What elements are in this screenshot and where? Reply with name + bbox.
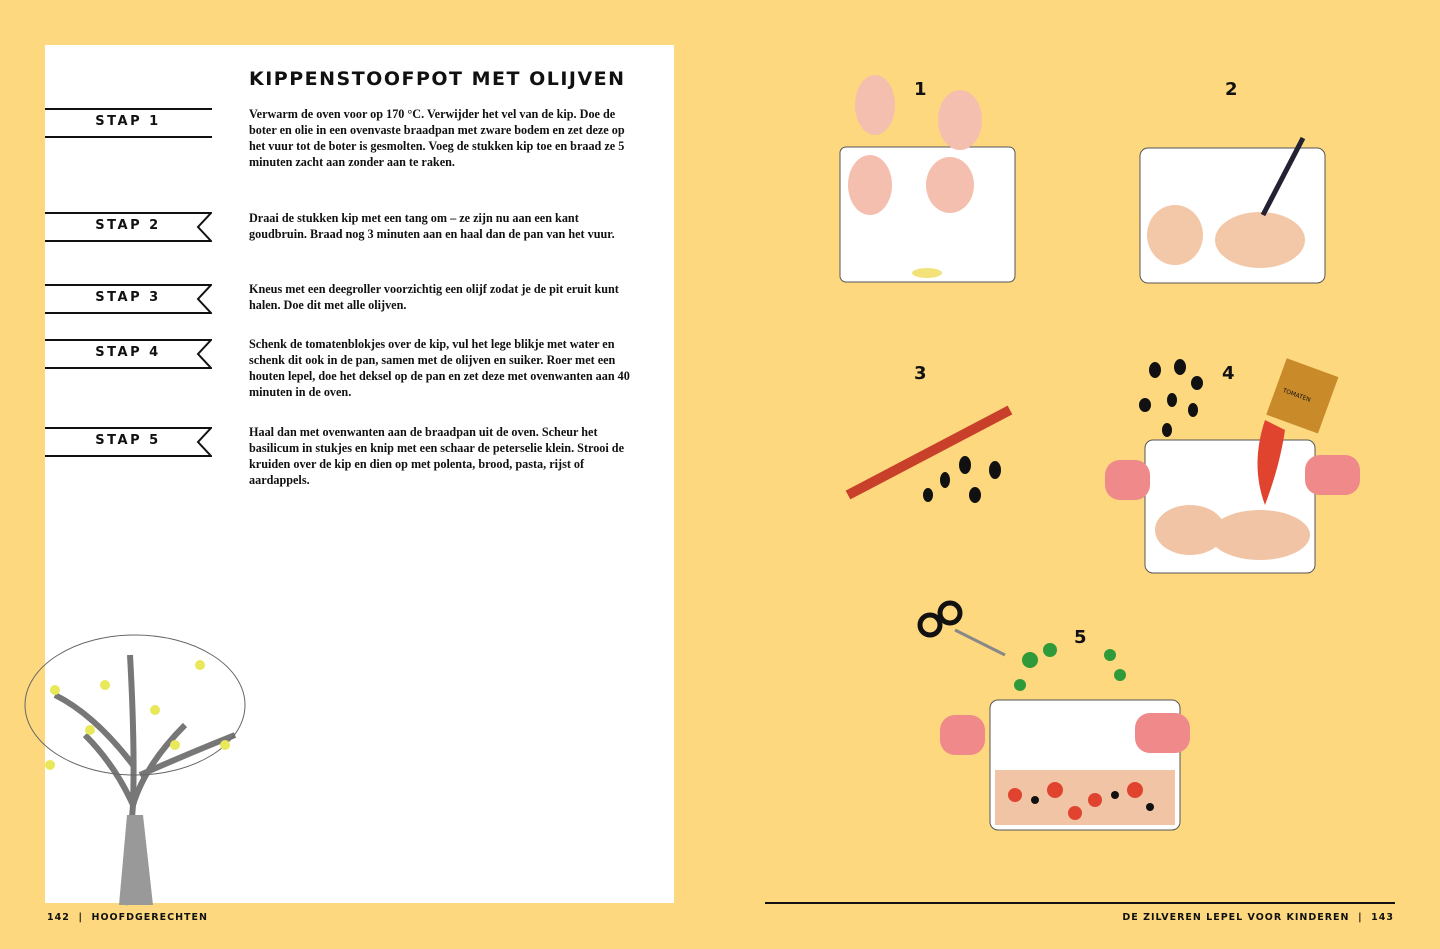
- illustration-number-4: 4: [1222, 363, 1235, 384]
- olive-tree-illustration: [15, 615, 265, 910]
- recipe-title: KIPPENSTOOFPOT MET OLIJVEN: [249, 68, 626, 90]
- illustration-number-1: 1: [914, 79, 927, 100]
- illustration-number-5: 5: [1074, 627, 1087, 648]
- step-text-2: Draai de stukken kip met een tang om – ze zijn nu aan een kant goudbruin. Braad nog 3 minuten aan en haal dan de pan van het vuur.: [249, 211, 615, 241]
- step-text-5: Haal dan met ovenwanten aan de braadpan uit de oven. Scheur het basilicum in stukjes en knip met een schaar de peterselie klein. Strooi de kruiden over de kip en dien op met polenta, brood, pasta, rijst of aardappels.: [249, 425, 624, 487]
- step-2-illustration: [1115, 130, 1355, 290]
- step-label: STAP 2: [95, 218, 161, 233]
- step-label: STAP 5: [95, 433, 161, 448]
- step-text-4: Schenk de tomatenblokjes over de kip, vul het lege blikje met water en schenk dit ook in de pan, samen met de olijven en suiker. Roer met een houten lepel, doe het deksel op de pan en zet deze met ovenwanten aan 40 minuten in de oven.: [249, 337, 630, 399]
- step-text-3: Kneus met een deegroller voorzichtig een olijf zodat je de pit eruit kunt halen. Doe dit met alle olijven.: [249, 282, 619, 312]
- can-label: TOMATEN: [1281, 387, 1312, 404]
- step-banner-4: [45, 339, 212, 369]
- illustration-number-2: 2: [1225, 79, 1238, 100]
- step-1-illustration: [810, 65, 1050, 290]
- step-banner-3: [45, 284, 212, 314]
- step-label: STAP 4: [95, 345, 161, 360]
- step-banner-5: [45, 427, 212, 457]
- step-4-illustration: [1100, 355, 1365, 580]
- step-label: STAP 1: [95, 114, 161, 129]
- step-label: STAP 3: [95, 290, 161, 305]
- footer-right: DE ZILVEREN LEPEL VOOR KINDEREN | 143: [1122, 912, 1394, 923]
- footer-left: 142 | HOOFDGERECHTEN: [47, 912, 208, 923]
- illustration-number-3: 3: [914, 363, 927, 384]
- footer-rule: [765, 902, 1395, 904]
- step-5-illustration: [915, 595, 1205, 835]
- step-text-1: Verwarm de oven voor op 170 °C. Verwijder het vel van de kip. Doe de boter en olie in een ovenvaste braadpan met zware bodem en zet deze op het vuur tot de boter is gesmolten. Voeg de stukken kip toe en braad ze 5 minuten zacht aan zonder aan te raken.: [249, 107, 625, 169]
- step-banner-1: [45, 108, 212, 138]
- step-3-illustration: [840, 395, 1040, 535]
- step-banner-2: [45, 212, 212, 242]
